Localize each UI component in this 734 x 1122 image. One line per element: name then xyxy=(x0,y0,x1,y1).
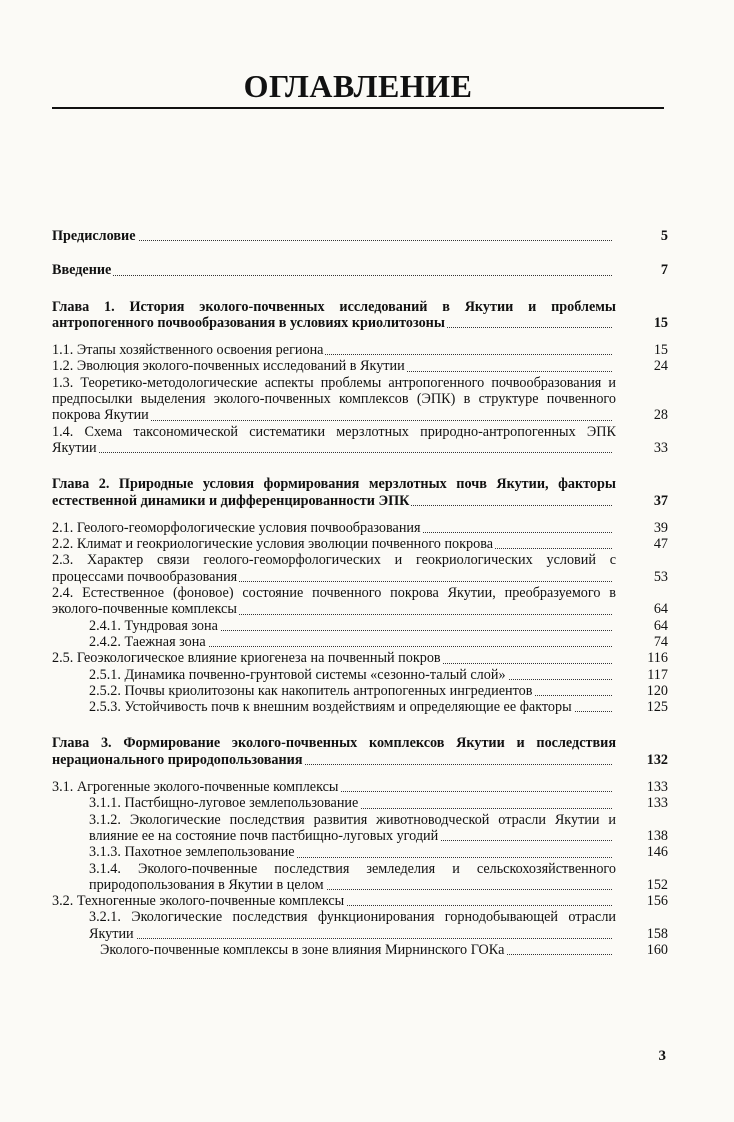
toc-entry-page: 37 xyxy=(653,492,668,509)
toc-entry-page: 152 xyxy=(646,876,668,893)
toc-entry-page: 39 xyxy=(653,519,668,536)
toc-entry[interactable] xyxy=(52,536,668,552)
toc-entry[interactable] xyxy=(52,812,668,845)
toc-entry-label: 3.1.1. Пастбищно-луговое землепользование xyxy=(89,795,359,812)
table-of-contents xyxy=(52,228,668,958)
toc-entry-title xyxy=(89,812,616,845)
toc-entry-title xyxy=(89,667,616,683)
page-number: 3 xyxy=(658,1048,666,1064)
toc-entry-title xyxy=(52,779,616,795)
toc-entry[interactable] xyxy=(52,699,668,715)
toc-entry-title xyxy=(52,476,616,509)
toc-entry-label: Введение xyxy=(52,262,112,279)
toc-entry-page: 5 xyxy=(660,228,668,244)
toc-entry-label: Глава 3. Формирование эколого-почвенных комплексов Якутии и последствия нерационального природопользования xyxy=(52,735,616,768)
toc-entry-page: 158 xyxy=(646,925,668,942)
toc-entry-page: 24 xyxy=(653,358,668,375)
toc-entry-label: 2.5. Геоэкологическое влияние криогенеза на почвенный покров xyxy=(52,650,441,667)
toc-entry-title xyxy=(52,552,616,585)
toc-entry[interactable] xyxy=(52,795,668,811)
toc-entry[interactable] xyxy=(52,650,668,666)
toc-entry-title xyxy=(89,861,616,894)
toc-entry-page: 47 xyxy=(653,536,668,553)
toc-entry-label: 1.3. Теоретико-методологические аспекты проблемы антропогенного почвообразования и предпосылки выделения эколого-почвенных комплексов (ЭПК) в структуре почвенного покрова Якутии xyxy=(52,374,616,424)
toc-entry-label: 3.1.2. Экологические последствия развития животноводческой отрасли Якутии и влияние ее на состояние почв пастбищно-луговых угодий xyxy=(89,811,616,844)
toc-entry-title xyxy=(52,358,616,374)
toc-entry-title xyxy=(52,536,616,552)
toc-entry-title xyxy=(89,909,616,942)
toc-entry-page: 7 xyxy=(660,262,668,279)
toc-entry-title xyxy=(52,342,616,358)
toc-entry-label: 1.1. Этапы хозяйственного освоения региона xyxy=(52,342,324,359)
toc-entry-label: 2.4. Естественное (фоновое) состояние почвенного покрова Якутии, преобразуемого в эколого-почвенные комплексы xyxy=(52,585,616,618)
toc-entry[interactable] xyxy=(52,634,668,650)
toc-entry[interactable] xyxy=(52,618,668,634)
toc-entry-page: 53 xyxy=(653,568,668,585)
toc-entry-page: 160 xyxy=(646,941,668,958)
toc-entry-label: 2.5.3. Устойчивость почв к внешним воздействиям и определяющие ее факторы xyxy=(89,699,572,716)
toc-entry-title xyxy=(89,683,616,699)
toc-entry[interactable] xyxy=(52,552,668,585)
page-title: ОГЛАВЛЕНИЕ xyxy=(243,68,473,104)
toc-entry-page: 64 xyxy=(653,617,668,634)
toc-entry-page: 156 xyxy=(646,893,668,910)
toc-entry-label: 3.1.4. Эколого-почвенные последствия земледелия и сельскохозяйственного природопользования в Якутии в целом xyxy=(89,860,616,893)
toc-entry-label: 2.2. Климат и геокриологические условия эволюции почвенного покрова xyxy=(52,536,494,553)
toc-entry[interactable] xyxy=(52,342,668,358)
toc-entry-page: 15 xyxy=(653,342,668,359)
toc-entry-title xyxy=(52,735,616,768)
toc-entry[interactable] xyxy=(52,228,668,244)
toc-entry-page: 15 xyxy=(653,314,668,331)
toc-entry-title xyxy=(89,844,616,860)
toc-entry-label: 3.2. Техногенные эколого-почвенные комплексы xyxy=(52,893,345,910)
toc-entry-title xyxy=(52,585,616,618)
toc-entry-label: Предисловие xyxy=(52,228,136,244)
toc-entry-label: Эколого-почвенные комплексы в зоне влияния Мирнинского ГОКа xyxy=(100,941,505,958)
toc-entry[interactable] xyxy=(52,683,668,699)
toc-entry-label: 3.1. Агрогенные эколого-почвенные комплексы xyxy=(52,779,339,796)
toc-entry-page: 28 xyxy=(653,407,668,424)
toc-entry-label: 2.4.1. Тундровая зона xyxy=(89,617,218,634)
toc-entry[interactable] xyxy=(52,735,668,768)
title-rule xyxy=(52,107,664,109)
toc-entry-label: 2.5.2. Почвы криолитозоны как накопитель антропогенных ингредиентов xyxy=(89,682,533,699)
toc-entry[interactable] xyxy=(52,844,668,860)
toc-entry-title xyxy=(52,299,616,332)
toc-entry-page: 146 xyxy=(646,844,668,861)
toc-entry[interactable] xyxy=(52,476,668,509)
toc-entry-page: 74 xyxy=(653,633,668,650)
toc-entry-label: 2.1. Геолого-геоморфологические условия почвообразования xyxy=(52,519,421,536)
toc-entry-title xyxy=(52,262,616,278)
toc-entry-title xyxy=(52,424,616,457)
toc-entry-label: 3.1.3. Пахотное землепользование xyxy=(89,844,295,861)
toc-entry-title xyxy=(89,634,616,650)
toc-entry-label: 2.5.1. Динамика почвенно-грунтовой системы «сезонно-талый слой» xyxy=(89,666,506,683)
toc-entry-page: 125 xyxy=(646,699,668,716)
toc-entry-label: Глава 2. Природные условия формирования мерзлотных почв Якутии, факторы естественной динамики и дифференцированности ЭПК xyxy=(52,476,616,509)
toc-entry[interactable] xyxy=(52,942,668,958)
toc-entry[interactable] xyxy=(52,262,668,278)
toc-entry-label: 2.4.2. Таежная зона xyxy=(89,633,206,650)
toc-entry-label: Глава 1. История эколого-почвенных исследований в Якутии и проблемы антропогенного почвообразования в условиях криолитозоны xyxy=(52,298,616,331)
toc-entry[interactable] xyxy=(52,667,668,683)
toc-entry-label: 1.2. Эволюция эколого-почвенных исследований в Якутии xyxy=(52,358,405,375)
toc-entry-title xyxy=(100,942,616,958)
toc-entry-label: 1.4. Схема таксономической систематики мерзлотных природно-антропогенных ЭПК Якутии xyxy=(52,423,616,456)
toc-entry-title xyxy=(52,520,616,536)
toc-entry[interactable] xyxy=(52,893,668,909)
toc-entry[interactable] xyxy=(52,358,668,374)
toc-entry-page: 64 xyxy=(653,601,668,618)
toc-entry[interactable] xyxy=(52,424,668,457)
toc-entry[interactable] xyxy=(52,861,668,894)
toc-entry[interactable] xyxy=(52,299,668,332)
toc-entry-page: 33 xyxy=(653,439,668,456)
toc-entry-page: 117 xyxy=(647,666,668,683)
toc-entry-label: 2.3. Характер связи геолого-геоморфологических и геокриологических условий с процессами почвообразования xyxy=(52,552,616,585)
toc-entry[interactable] xyxy=(52,375,668,424)
toc-entry-page: 133 xyxy=(646,795,668,812)
toc-entry-title xyxy=(52,650,616,666)
toc-entry[interactable] xyxy=(52,585,668,618)
toc-entry-page: 133 xyxy=(646,779,668,796)
toc-entry-page: 120 xyxy=(646,682,668,699)
toc-entry-title xyxy=(52,375,616,424)
toc-entry-title xyxy=(52,228,616,244)
toc-entry-page: 116 xyxy=(647,650,668,667)
toc-entry[interactable] xyxy=(52,909,668,942)
toc-entry-title xyxy=(52,893,616,909)
toc-entry-page: 132 xyxy=(646,751,668,768)
toc-entry-title xyxy=(89,699,616,715)
toc-entry[interactable] xyxy=(52,779,668,795)
toc-entry-title xyxy=(89,795,616,811)
toc-entry[interactable] xyxy=(52,520,668,536)
toc-entry-title xyxy=(89,618,616,634)
toc-entry-page: 138 xyxy=(646,827,668,844)
toc-entry-label: 3.2.1. Экологические последствия функционирования горнодобывающей отрасли Якутии xyxy=(89,909,616,942)
